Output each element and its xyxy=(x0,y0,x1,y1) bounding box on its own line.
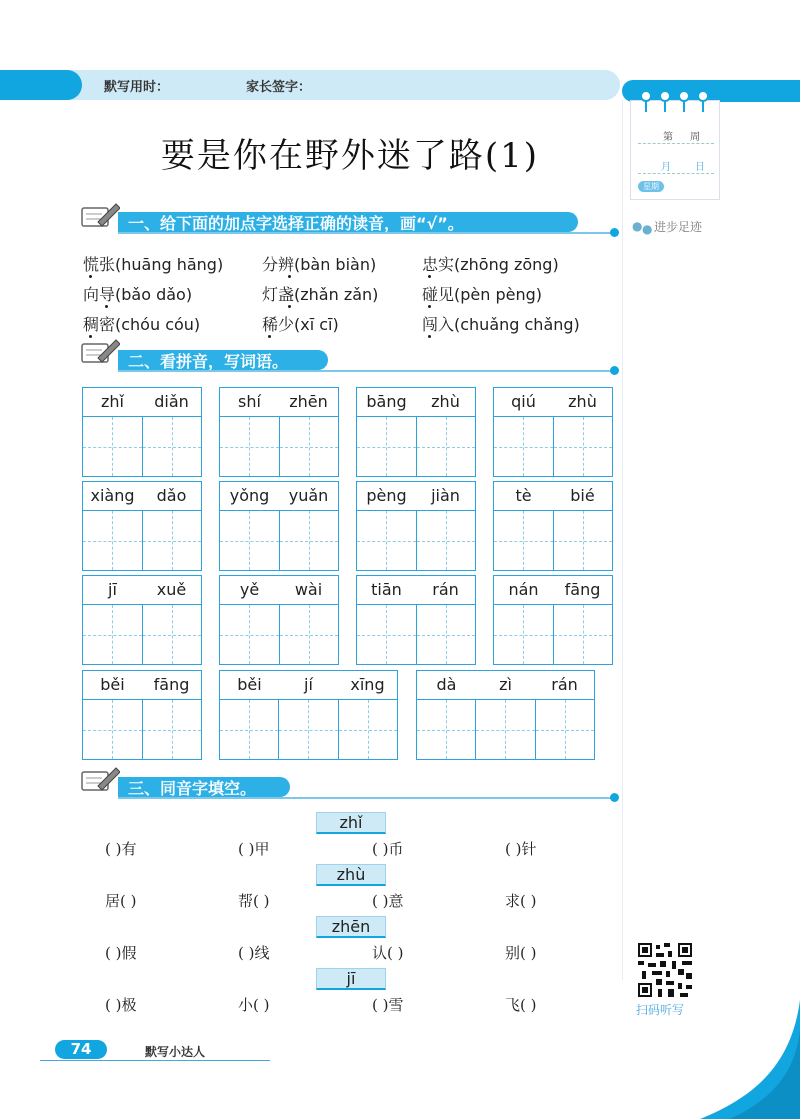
word-writing-box[interactable] xyxy=(82,481,202,571)
pinyin-syllable: jiàn xyxy=(431,486,460,505)
fill-blank[interactable]: 帮( ) xyxy=(238,892,270,910)
pinyin-syllable: zhēn xyxy=(289,392,328,411)
section-dot xyxy=(610,228,619,237)
section3-line xyxy=(118,797,614,799)
pinyin-syllable: rán xyxy=(551,675,578,694)
pinyin-syllable: bié xyxy=(570,486,595,505)
pinyin-row xyxy=(494,388,612,417)
pinyin-tag: zhù xyxy=(316,864,386,886)
vocab-item: 稀少(xī cī) xyxy=(262,315,339,334)
character-cell[interactable] xyxy=(143,605,202,664)
character-grid[interactable] xyxy=(83,511,201,570)
character-cell[interactable] xyxy=(417,417,476,476)
vocab-item: 向导(bǎo dǎo) xyxy=(83,285,193,304)
week-badge: 星期 xyxy=(638,181,664,192)
margin-divider xyxy=(622,100,623,980)
qr-label: 扫码听写 xyxy=(636,1003,685,1017)
section2-line xyxy=(118,370,614,372)
emphasis-dot xyxy=(288,305,291,308)
pinyin-row xyxy=(83,671,201,700)
vocab-item: 慌张(huāng hāng) xyxy=(83,255,224,274)
word-writing-box[interactable] xyxy=(356,481,476,571)
character-cell[interactable] xyxy=(494,417,554,476)
pinyin-syllable: běi xyxy=(100,675,125,694)
pinyin-syllable: diǎn xyxy=(154,392,189,411)
pinyin-syllable: tiān xyxy=(371,580,402,599)
pinyin-syllable: nán xyxy=(508,580,539,599)
pinyin-syllable: shí xyxy=(238,392,261,411)
fill-blank[interactable]: 别( ) xyxy=(505,944,537,962)
section1-title: 一、给下面的加点字选择正确的读音，画“√”。 xyxy=(128,214,464,233)
footprint-icon: ● xyxy=(632,219,643,233)
pinyin-row xyxy=(357,482,475,511)
fill-blank[interactable]: ( )线 xyxy=(238,944,270,962)
pinyin-row xyxy=(417,671,594,700)
character-grid[interactable] xyxy=(220,700,397,759)
ring-stem xyxy=(702,100,704,112)
word-writing-box[interactable] xyxy=(416,670,595,760)
card-zhou: 周 xyxy=(690,132,700,143)
time-label: 默写用时： xyxy=(104,80,170,95)
ring-stem xyxy=(683,100,685,112)
word-writing-box[interactable] xyxy=(493,481,613,571)
pinyin-syllable: pèng xyxy=(366,486,407,505)
pinyin-row xyxy=(494,576,612,605)
pinyin-syllable: yuǎn xyxy=(288,486,329,505)
character-grid[interactable] xyxy=(357,417,475,476)
fill-blank[interactable]: 认( ) xyxy=(372,944,404,962)
progress-footprint-label: 进步足迹 xyxy=(654,220,703,234)
character-cell[interactable] xyxy=(83,605,143,664)
pinyin-syllable: zhù xyxy=(431,392,460,411)
character-cell[interactable] xyxy=(280,605,339,664)
character-grid[interactable] xyxy=(83,605,201,664)
pinyin-syllable: tè xyxy=(515,486,532,505)
pinyin-syllable: xīng xyxy=(350,675,385,694)
pinyin-syllable: qiú xyxy=(511,392,536,411)
section1-line xyxy=(118,232,614,234)
ring-stem xyxy=(664,100,666,112)
character-cell[interactable] xyxy=(417,511,476,570)
character-cell[interactable] xyxy=(494,605,554,664)
emphasis-dot xyxy=(105,305,108,308)
pinyin-syllable: fāng xyxy=(153,675,190,694)
footer-text: 默写小达人 xyxy=(145,1045,206,1059)
pinyin-syllable: xiàng xyxy=(90,486,135,505)
section3-title: 三、同音字填空。 xyxy=(128,779,257,798)
character-cell[interactable] xyxy=(494,511,554,570)
character-cell[interactable] xyxy=(357,417,417,476)
pinyin-syllable: rán xyxy=(432,580,459,599)
character-cell[interactable] xyxy=(83,511,143,570)
pinyin-syllable: yǒng xyxy=(229,486,270,505)
character-cell[interactable] xyxy=(220,605,280,664)
character-cell[interactable] xyxy=(280,511,339,570)
word-writing-box[interactable] xyxy=(219,575,339,665)
emphasis-dot xyxy=(428,275,431,278)
character-grid[interactable] xyxy=(220,417,338,476)
pinyin-syllable: wài xyxy=(294,580,323,599)
word-writing-box[interactable] xyxy=(82,387,202,477)
pinyin-row xyxy=(357,576,475,605)
character-grid[interactable] xyxy=(220,605,338,664)
word-writing-box[interactable] xyxy=(356,575,476,665)
character-cell[interactable] xyxy=(554,511,613,570)
pinyin-syllable: zhù xyxy=(568,392,597,411)
fill-blank[interactable]: ( )意 xyxy=(372,892,404,910)
pinyin-row xyxy=(220,671,397,700)
pinyin-row xyxy=(83,576,201,605)
fill-blank[interactable]: ( )假 xyxy=(105,944,137,962)
character-cell[interactable] xyxy=(143,511,202,570)
character-cell[interactable] xyxy=(83,700,143,759)
emphasis-dot xyxy=(268,335,271,338)
pinyin-syllable: zì xyxy=(499,675,512,694)
pinyin-tag: jī xyxy=(316,968,386,990)
character-cell[interactable] xyxy=(357,511,417,570)
vocab-item: 稠密(chóu cóu) xyxy=(83,315,201,334)
card-di: 第 xyxy=(663,132,673,143)
pinyin-syllable: fāng xyxy=(564,580,601,599)
character-grid[interactable] xyxy=(357,511,475,570)
character-grid[interactable] xyxy=(417,700,594,759)
card-day: 日 xyxy=(695,162,705,173)
footprint-icon: ● xyxy=(642,222,653,236)
pinyin-row xyxy=(220,576,338,605)
emphasis-dot xyxy=(428,305,431,308)
character-cell[interactable] xyxy=(554,417,613,476)
ring-stem xyxy=(645,100,647,112)
pinyin-syllable: dà xyxy=(436,675,457,694)
character-grid[interactable] xyxy=(494,605,612,664)
character-grid[interactable] xyxy=(220,511,338,570)
pinyin-syllable: bāng xyxy=(366,392,407,411)
footer-line xyxy=(40,1060,270,1061)
character-cell[interactable] xyxy=(220,417,280,476)
fill-blank[interactable]: ( )有 xyxy=(105,840,137,858)
fill-blank[interactable]: 小( ) xyxy=(238,996,270,1014)
qr-code-icon[interactable] xyxy=(638,943,692,997)
character-grid[interactable] xyxy=(83,700,201,759)
pinyin-syllable: jī xyxy=(108,580,117,599)
character-cell[interactable] xyxy=(417,700,476,759)
character-cell[interactable] xyxy=(83,417,143,476)
word-writing-box[interactable] xyxy=(493,575,613,665)
pencil-icon xyxy=(80,336,120,364)
fill-blank[interactable]: ( )针 xyxy=(505,840,537,858)
character-cell[interactable] xyxy=(554,605,613,664)
pinyin-row xyxy=(83,482,201,511)
character-cell[interactable] xyxy=(476,700,535,759)
character-cell[interactable] xyxy=(143,700,202,759)
pinyin-row xyxy=(220,482,338,511)
emphasis-dot xyxy=(288,275,291,278)
fill-blank[interactable]: 居( ) xyxy=(105,892,137,910)
pinyin-syllable: xuě xyxy=(156,580,187,599)
character-grid[interactable] xyxy=(494,511,612,570)
fill-blank[interactable]: ( )甲 xyxy=(238,840,270,858)
fill-blank[interactable]: 求( ) xyxy=(505,892,537,910)
emphasis-dot xyxy=(89,275,92,278)
pencil-icon xyxy=(80,200,120,228)
character-grid[interactable] xyxy=(494,417,612,476)
character-cell[interactable] xyxy=(357,605,417,664)
character-cell[interactable] xyxy=(536,700,594,759)
pinyin-row xyxy=(357,388,475,417)
character-cell[interactable] xyxy=(220,700,279,759)
character-grid[interactable] xyxy=(83,417,201,476)
fill-blank[interactable]: ( )雪 xyxy=(372,996,404,1014)
card-month: 月 xyxy=(661,162,671,173)
word-writing-box[interactable] xyxy=(219,670,398,760)
character-cell[interactable] xyxy=(339,700,397,759)
vocab-item: 闯入(chuǎng chǎng) xyxy=(422,315,580,334)
word-writing-box[interactable] xyxy=(356,387,476,477)
word-writing-box[interactable] xyxy=(493,387,613,477)
parent-signature-label: 家长签字： xyxy=(246,80,312,95)
vocab-item: 忠实(zhōng zōng) xyxy=(422,255,559,274)
pinyin-row xyxy=(494,482,612,511)
section2-title: 二、看拼音，写词语。 xyxy=(128,352,289,371)
character-cell[interactable] xyxy=(280,417,339,476)
pencil-icon xyxy=(80,764,120,792)
character-grid[interactable] xyxy=(357,605,475,664)
emphasis-dot xyxy=(428,335,431,338)
character-cell[interactable] xyxy=(417,605,476,664)
fill-blank[interactable]: 飞( ) xyxy=(505,996,537,1014)
pinyin-syllable: dǎo xyxy=(156,486,187,505)
vocab-item: 碰见(pèn pèng) xyxy=(422,285,543,304)
fill-blank[interactable]: ( )极 xyxy=(105,996,137,1014)
pinyin-row xyxy=(83,388,201,417)
pinyin-row xyxy=(220,388,338,417)
character-cell[interactable] xyxy=(220,511,280,570)
character-cell[interactable] xyxy=(143,417,202,476)
word-writing-box[interactable] xyxy=(219,481,339,571)
pinyin-tag: zhēn xyxy=(316,916,386,938)
character-cell[interactable] xyxy=(279,700,338,759)
pinyin-syllable: zhǐ xyxy=(101,392,124,411)
page-title: 要是你在野外迷了路(1) xyxy=(160,136,540,176)
vocab-item: 灯盏(zhǎn zǎn) xyxy=(262,285,379,304)
page-number: 74 xyxy=(55,1040,107,1059)
word-writing-box[interactable] xyxy=(82,575,202,665)
pinyin-tag: zhǐ xyxy=(316,812,386,834)
header-tab xyxy=(0,70,82,100)
corner-decoration xyxy=(700,1000,800,1119)
vocab-item: 分辨(bàn biàn) xyxy=(262,255,377,274)
pinyin-syllable: jí xyxy=(304,675,313,694)
pinyin-syllable: yě xyxy=(239,580,260,599)
word-writing-box[interactable] xyxy=(82,670,202,760)
fill-blank[interactable]: ( )币 xyxy=(372,840,404,858)
pinyin-syllable: běi xyxy=(237,675,262,694)
section-dot xyxy=(610,793,619,802)
section-dot xyxy=(610,366,619,375)
word-writing-box[interactable] xyxy=(219,387,339,477)
